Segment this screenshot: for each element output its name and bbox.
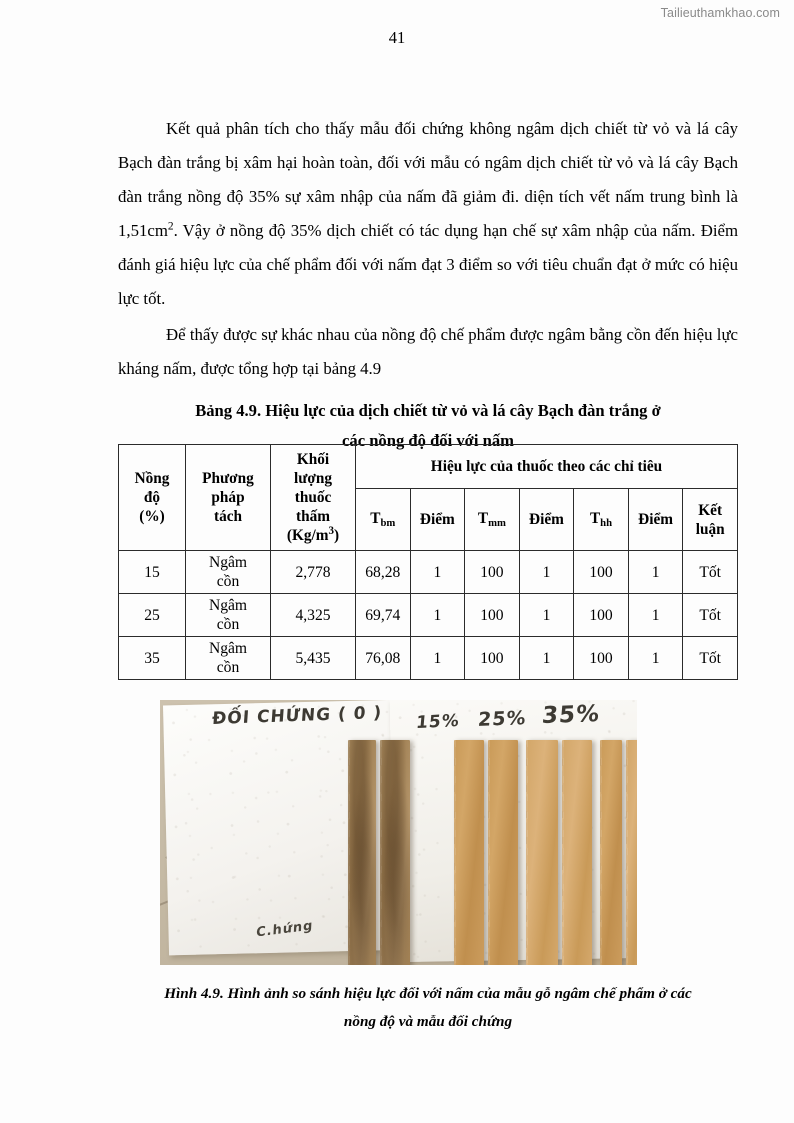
header-t-mm-sub: mm xyxy=(488,517,506,529)
table-head xyxy=(119,445,738,551)
header-diem-1: Điểm xyxy=(410,489,465,551)
header-unit-exponent: 3 xyxy=(328,524,335,537)
body-content xyxy=(118,112,738,456)
results-table-wrapper xyxy=(118,444,738,680)
header-diem-2: Điểm xyxy=(519,489,574,551)
header-t-mm-base: T xyxy=(477,510,489,527)
wood-sample-25-b xyxy=(562,740,592,965)
header-phuong-phap-line2: pháp xyxy=(211,489,245,506)
results-table xyxy=(118,444,738,680)
header-t-hh-base: T xyxy=(589,510,601,527)
cell-nong-do: 15 xyxy=(119,551,186,594)
cell-diem-1: 1 xyxy=(410,551,465,594)
cell-t-hh: 100 xyxy=(574,551,629,594)
figure-caption xyxy=(118,980,738,1036)
cell-diem-2: 1 xyxy=(519,594,574,637)
paragraph-1-part2: . Vậy ở nồng độ 35% dịch chiết có tác dụng hạn chế sự xâm nhập của nấm. Điểm đánh giá hiệu lực của chế phẩm đối với nấm đạt 3 điểm so với tiêu chuẩn đạt ở mức có hiệu lực tốt. xyxy=(118,221,738,308)
handwriting-label-35: 35% xyxy=(540,700,602,730)
table-row xyxy=(119,551,738,594)
cell-phuong-phap-line1: Ngâm xyxy=(208,640,248,657)
wood-grain xyxy=(454,740,484,965)
cell-phuong-phap xyxy=(186,594,271,637)
wood-sample-control-1 xyxy=(348,740,376,965)
cell-ket-luan: Tốt xyxy=(683,594,738,637)
wood-sample-control-2 xyxy=(380,740,410,965)
cell-t-hh: 100 xyxy=(574,637,629,680)
header-t-mm xyxy=(465,489,520,551)
wood-grain xyxy=(600,740,622,965)
table-row xyxy=(119,594,738,637)
table-body xyxy=(119,551,738,680)
cell-ket-luan: Tốt xyxy=(683,551,738,594)
cell-diem-2: 1 xyxy=(519,637,574,680)
header-unit-prefix: (Kg/m xyxy=(286,527,329,544)
wood-sample-35-a xyxy=(600,740,622,965)
wood-grain xyxy=(488,740,518,965)
table-caption-line2: các nồng độ đối với nấm xyxy=(342,431,514,450)
wood-sample-15-b xyxy=(488,740,518,965)
cell-diem-3: 1 xyxy=(628,551,683,594)
cell-khoi-luong: 5,435 xyxy=(271,637,356,680)
cell-t-mm: 100 xyxy=(465,551,520,594)
figure-photograph xyxy=(160,700,637,965)
cell-phuong-phap-line2: cồn xyxy=(216,573,240,590)
wood-sample-25-a xyxy=(526,740,558,965)
header-diem-3: Điểm xyxy=(628,489,683,551)
handwriting-label-25: 25% xyxy=(477,707,528,731)
paragraph-1-part1: Kết quả phân tích cho thấy mẫu đối chứng không ngâm dịch chiết từ vỏ và lá cây Bạch đàn trắng bị xâm hại hoàn toàn, đối với mẫu có ngâm dịch chiết từ vỏ và lá cây Bạch đàn trắng nồng độ 35% sự xâm nhập của nấm đã giảm đi. diện tích vết nấm trung bình là 1,51cm xyxy=(118,119,738,240)
header-khoi-luong-line4: thấm xyxy=(296,508,330,525)
header-t-bm-sub: bm xyxy=(380,517,396,529)
fungal-stain xyxy=(380,740,410,965)
header-ket-luan-line1: Kết xyxy=(698,501,723,519)
cell-phuong-phap xyxy=(186,551,271,594)
cell-t-mm: 100 xyxy=(465,594,520,637)
superscript-square: 2 xyxy=(167,220,174,233)
handwriting-control-label: ĐỐI CHỨNG ( 0 ) xyxy=(211,703,383,729)
paragraph-1 xyxy=(118,112,738,316)
cell-diem-2: 1 xyxy=(519,551,574,594)
cell-t-bm: 68,28 xyxy=(356,551,411,594)
handwriting-label-15: 15% xyxy=(415,710,461,734)
cell-phuong-phap-line1: Ngâm xyxy=(208,554,248,571)
table-header-row-1 xyxy=(119,445,738,489)
cell-diem-1: 1 xyxy=(410,637,465,680)
header-nong-do xyxy=(119,445,186,551)
cell-khoi-luong: 4,325 xyxy=(271,594,356,637)
cell-phuong-phap-line1: Ngâm xyxy=(208,597,248,614)
header-khoi-luong-line2: lượng xyxy=(293,470,333,487)
cell-diem-3: 1 xyxy=(628,594,683,637)
figure-caption-line1: Hình 4.9. Hình ảnh so sánh hiệu lực đối với nấm của mẫu gỗ ngâm chế phẩm ở các xyxy=(164,985,692,1002)
header-ket-luan xyxy=(683,489,738,551)
figure-caption-line2: nồng độ và mẫu đối chứng xyxy=(343,1013,513,1030)
header-nong-do-line1: Nồng xyxy=(134,470,170,487)
cell-diem-3: 1 xyxy=(628,637,683,680)
cell-ket-luan: Tốt xyxy=(683,637,738,680)
page-number: 41 xyxy=(388,28,406,47)
wood-sample-35-b xyxy=(626,740,637,965)
cell-phuong-phap-line2: cồn xyxy=(216,616,240,633)
header-nong-do-line2: độ xyxy=(143,489,161,506)
table-row xyxy=(119,637,738,680)
header-unit-suffix: ) xyxy=(334,527,340,544)
cell-t-bm: 69,74 xyxy=(356,594,411,637)
wood-grain xyxy=(562,740,592,965)
header-khoi-luong xyxy=(271,445,356,551)
header-ket-luan-line2: luận xyxy=(695,520,725,538)
wood-sample-15-a xyxy=(454,740,484,965)
fungal-stain xyxy=(348,740,376,965)
handwriting-signature: C.hứng xyxy=(255,918,314,941)
wood-grain xyxy=(526,740,558,965)
header-t-hh xyxy=(574,489,629,551)
header-khoi-luong-unit xyxy=(273,526,353,545)
cell-t-hh: 100 xyxy=(574,594,629,637)
cell-diem-1: 1 xyxy=(410,594,465,637)
header-phuong-phap xyxy=(186,445,271,551)
header-phuong-phap-line1: Phương xyxy=(202,470,254,487)
cell-t-bm: 76,08 xyxy=(356,637,411,680)
header-t-hh-sub: hh xyxy=(600,517,613,529)
header-nong-do-line3: (%) xyxy=(139,508,165,525)
wood-grain xyxy=(626,740,637,965)
header-t-bm xyxy=(356,489,411,551)
paragraph-2: Để thấy được sự khác nhau của nồng độ chế phẩm được ngâm bằng cồn đến hiệu lực kháng nấm, được tổng hợp tại bảng 4.9 xyxy=(118,325,738,378)
cell-t-mm: 100 xyxy=(465,637,520,680)
table-caption-line1: Bảng 4.9. Hiệu lực của dịch chiết từ vỏ và lá cây Bạch đàn trắng ở xyxy=(195,401,661,420)
photo-canvas xyxy=(160,700,637,965)
watermark-text: Tailieuthamkhao.com xyxy=(660,6,780,20)
header-hieu-luc-span: Hiệu lực của thuốc theo các chỉ tiêu xyxy=(356,445,738,489)
header-khoi-luong-line3: thuốc xyxy=(294,489,332,506)
header-khoi-luong-line1: Khối xyxy=(296,451,330,468)
header-t-bm-base: T xyxy=(370,510,381,527)
cell-khoi-luong: 2,778 xyxy=(271,551,356,594)
cell-phuong-phap xyxy=(186,637,271,680)
cell-nong-do: 35 xyxy=(119,637,186,680)
cell-phuong-phap-line2: cồn xyxy=(216,659,240,676)
header-phuong-phap-line3: tách xyxy=(213,508,243,525)
cell-nong-do: 25 xyxy=(119,594,186,637)
